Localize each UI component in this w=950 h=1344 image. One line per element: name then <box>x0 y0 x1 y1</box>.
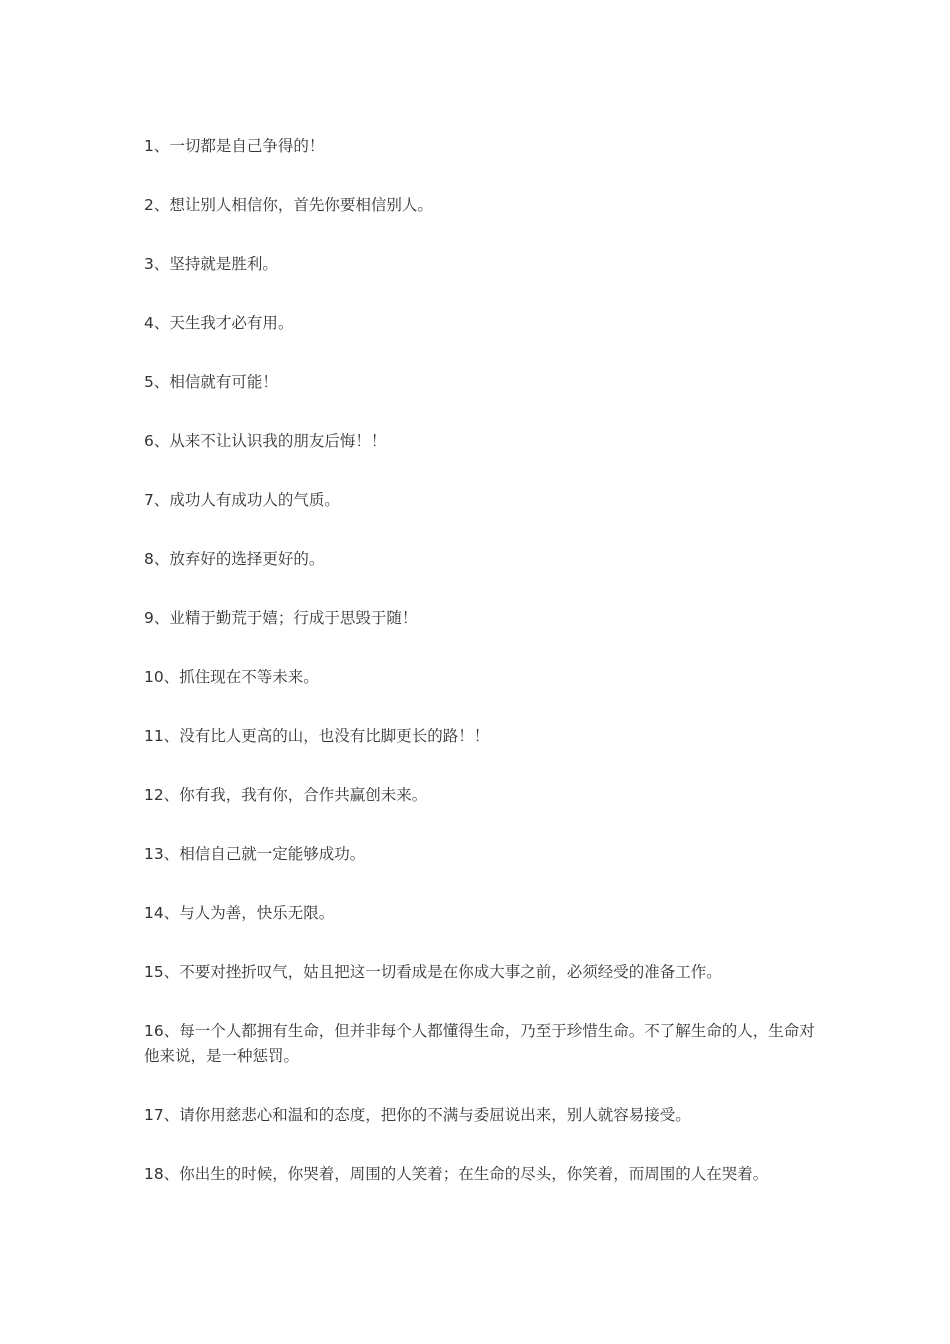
quote-item-8: 8、放弃好的选择更好的。 <box>144 550 325 568</box>
quote-item-14: 14、与人为善，快乐无限。 <box>144 904 335 922</box>
quote-item-16: 16、每一个人都拥有生命，但并非每个人都懂得生命，乃至于珍惜生命。不了解生命的人，生命对他来说，是一种惩罚。 <box>144 1022 815 1065</box>
quote-item-4: 4、天生我才必有用。 <box>144 314 294 332</box>
quote-item-18: 18、你出生的时候，你哭着，周围的人笑着；在生命的尽头，你笑着，而周围的人在哭着。 <box>144 1165 769 1183</box>
quote-item-9: 9、业精于勤荒于嬉；行成于思毁于随！ <box>144 609 418 627</box>
quote-item-11: 11、没有比人更高的山，也没有比脚更长的路！！ <box>144 727 490 745</box>
quote-item-1: 1、一切都是自己争得的！ <box>144 137 325 155</box>
quote-item-2: 2、想让别人相信你，首先你要相信别人。 <box>144 196 433 214</box>
quote-item-17: 17、请你用慈悲心和温和的态度，把你的不满与委屈说出来，别人就容易接受。 <box>144 1106 691 1124</box>
quote-item-15: 15、不要对挫折叹气，姑且把这一切看成是在你成大事之前，必须经受的准备工作。 <box>144 963 722 981</box>
quote-item-10: 10、抓住现在不等未来。 <box>144 668 319 686</box>
quote-item-3: 3、坚持就是胜利。 <box>144 255 278 273</box>
quote-item-13: 13、相信自己就一定能够成功。 <box>144 845 366 863</box>
quote-item-5: 5、相信就有可能！ <box>144 373 278 391</box>
quote-list <box>144 134 824 1221</box>
quote-item-6: 6、从来不让认识我的朋友后悔！！ <box>144 432 387 450</box>
quote-item-7: 7、成功人有成功人的气质。 <box>144 491 340 509</box>
quote-item-12: 12、你有我，我有你，合作共赢创未来。 <box>144 786 428 804</box>
